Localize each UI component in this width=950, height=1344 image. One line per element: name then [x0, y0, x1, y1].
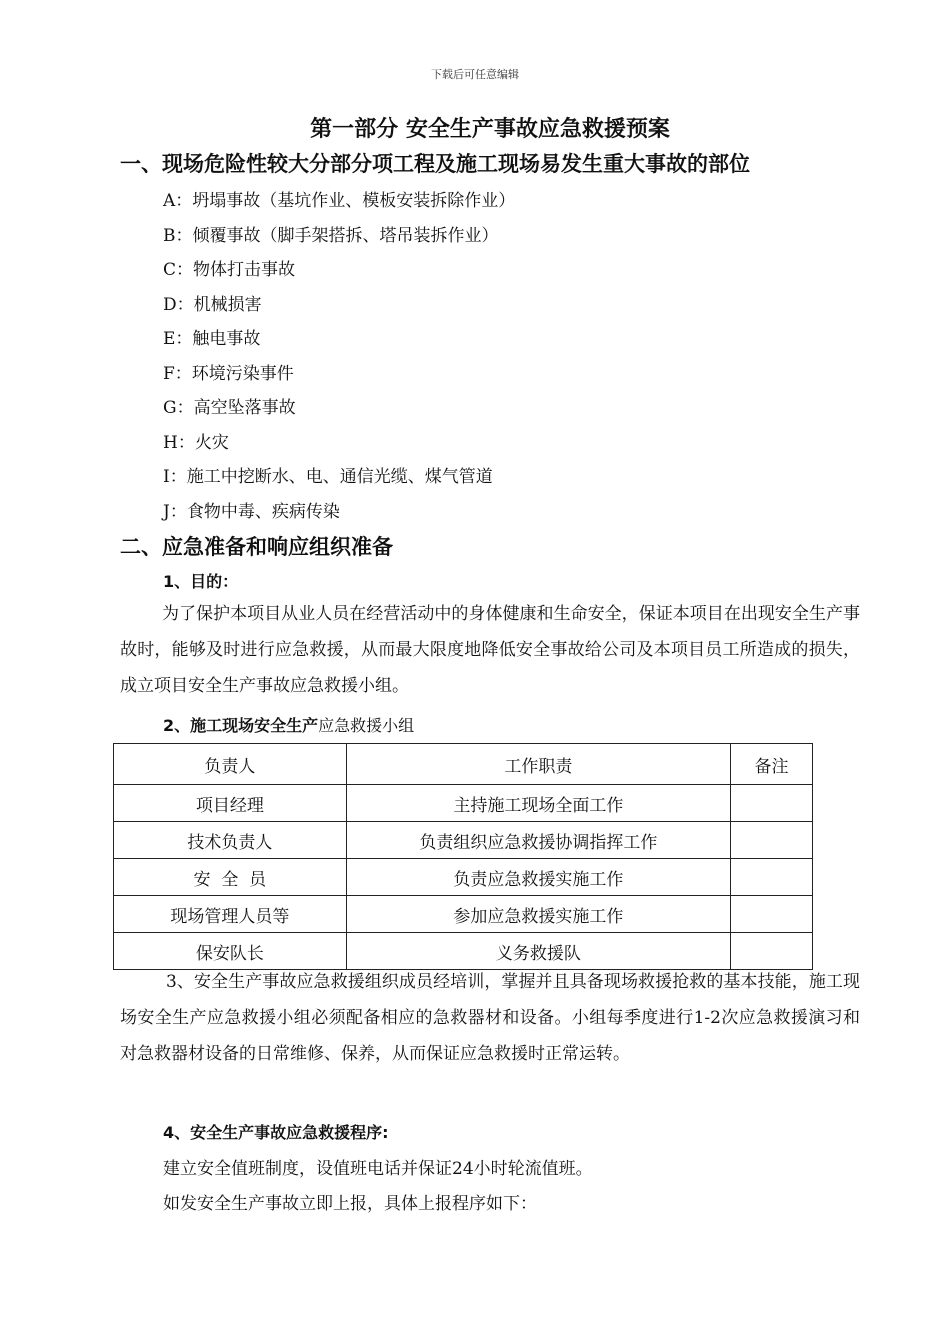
table-cell: 项目经理	[114, 785, 347, 822]
header-note: 下载后可任意编辑	[431, 68, 519, 81]
hazard-item-b: B：倾覆事故（脚手架搭拆、塔吊装拆作业）	[163, 226, 499, 246]
document-title: 第一部分 安全生产事故应急救援预案	[310, 117, 670, 142]
hazard-item-j: J：食物中毒、疾病传染	[163, 502, 340, 522]
procedure-line-duty: 建立安全值班制度，设值班电话并保证24小时轮流值班。	[163, 1159, 593, 1179]
table-cell	[731, 896, 813, 933]
hazard-item-e: E：触电事故	[163, 329, 261, 349]
table-cell: 保安队长	[114, 933, 347, 970]
hazard-item-d: D：机械损害	[163, 295, 262, 315]
team-heading-tail: 应急救援小组	[318, 716, 415, 735]
table-cell: 主持施工现场全面工作	[346, 785, 730, 822]
table-row	[114, 822, 813, 859]
header-cell-remarks: 备注	[731, 744, 813, 785]
procedure-line-report: 如发安全生产事故立即上报，具体上报程序如下：	[163, 1194, 537, 1214]
table-row	[114, 859, 813, 896]
table-cell	[731, 822, 813, 859]
table-cell: 负责应急救援实施工作	[346, 859, 730, 896]
table-cell	[731, 859, 813, 896]
emergency-team-table	[113, 743, 813, 970]
table-cell: 参加应急救援实施工作	[346, 896, 730, 933]
hazard-item-h: H：火灾	[163, 433, 229, 453]
training-paragraph: 3、安全生产事故应急救援组织成员经培训，掌握并且具备现场救援抢救的基本技能，施工现场安全生产应急救援小组必须配备相应的急救器材和设备。小组每季度进行1-2次应急救援演习和对急救器材设备的日常维修、保养，从而保证应急救援时正常运转。	[120, 972, 860, 1064]
table-cell: 技术负责人	[114, 822, 347, 859]
header-cell-responsible: 负责人	[114, 744, 347, 785]
table-cell: 负责组织应急救援协调指挥工作	[346, 822, 730, 859]
procedure-heading: 4、安全生产事故应急救援程序:	[163, 1123, 389, 1142]
table-header-row	[114, 744, 813, 785]
table-row	[114, 896, 813, 933]
table-row	[114, 785, 813, 822]
hazard-item-i: I：施工中挖断水、电、通信光缆、煤气管道	[163, 467, 493, 487]
hazard-item-a: A：坍塌事故（基坑作业、模板安装拆除作业）	[163, 191, 516, 211]
hazard-item-c: C：物体打击事故	[163, 260, 296, 280]
table-cell: 现场管理人员等	[114, 896, 347, 933]
hazard-item-g: G：高空坠落事故	[163, 398, 296, 418]
purpose-heading: 1、目的：	[163, 572, 239, 591]
team-heading	[163, 713, 414, 736]
header-cell-duties: 工作职责	[346, 744, 730, 785]
team-heading-bold: 2、施工现场安全生产	[163, 716, 319, 735]
table-cell: 义务救援队	[346, 933, 730, 970]
purpose-paragraph: 为了保护本项目从业人员在经营活动中的身体健康和生命安全，保证本项目在出现安全生产事故时，能够及时进行应急救援，从而最大限度地降低安全事故给公司及本项目员工所造成的损失，成立项目安全生产事故应急救援小组。	[120, 604, 860, 696]
section-1-heading: 一、现场危险性较大分部分项工程及施工现场易发生重大事故的部位	[120, 152, 750, 176]
section-2-heading: 二、应急准备和响应组织准备	[120, 535, 393, 559]
table-cell: 安 全 员	[114, 859, 347, 896]
table-cell	[731, 785, 813, 822]
hazard-item-f: F：环境污染事件	[163, 364, 294, 384]
